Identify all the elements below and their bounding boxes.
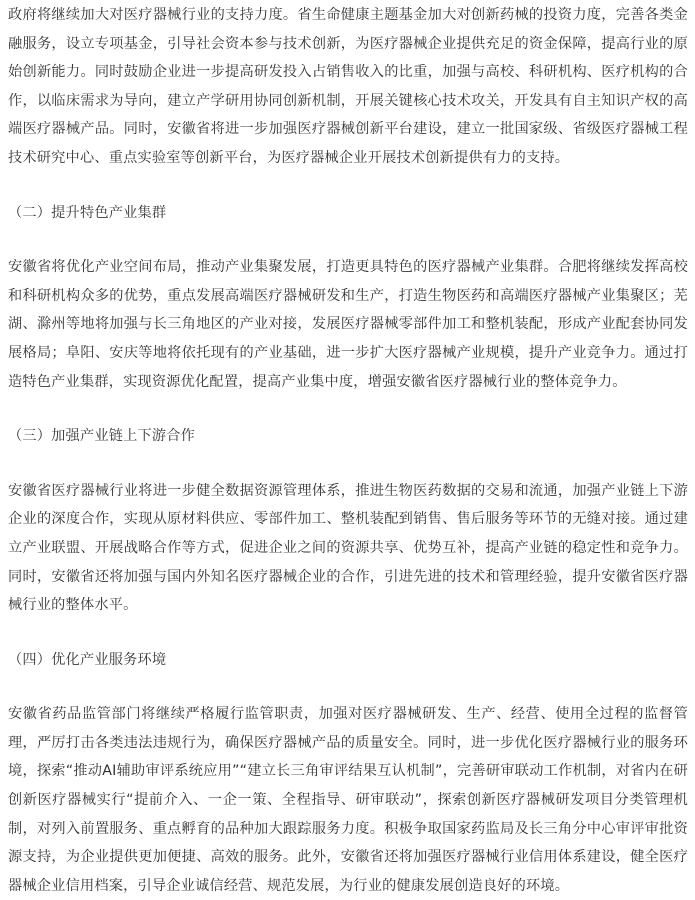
intro-paragraph: 政府将继续加大对医疗器械行业的支持力度。省生命健康主题基金加大对创新药械的投资力度，完善各类金融服务，设立专项基金，引导社会资本参与技术创新，为医疗器械企业提供充足的资金保障，提高行业的原始创新能力。同时鼓励企业进一步提高研发投入占销售收入的比重，加强与高校、科研机构、医疗机构的合作，以临床需求为导向，建立产学研用协同创新机制，开展关键核心技术攻关，开发具有自主知识产权的高端医疗器械产品。同时，安徽省将进一步加强医疗器械创新平台建设，建立一批国家级、省级医疗器械工程技术研究中心、重点实验室等创新平台，为医疗器械企业开展技术创新提供有力的支持。	[8, 7, 688, 166]
paragraph-spacer	[8, 396, 688, 422]
heading-spacer	[8, 674, 688, 700]
paragraph-spacer	[8, 173, 688, 199]
article-body	[8, 0, 688, 900]
heading-spacer	[8, 227, 688, 253]
paragraph-spacer	[8, 620, 688, 646]
section-heading-4: （四）优化产业服务环境	[8, 651, 167, 668]
heading-spacer	[8, 451, 688, 477]
section-paragraph-3: 安徽省医疗器械行业将进一步健全数据资源管理体系，推进生物医药数据的交易和流通，加强产业链上下游企业的深度合作，实现从原材料供应、零部件加工、整机装配到销售、售后服务等环节的无缝对接。通过建立产业联盟、开展战略合作等方式，促进企业之间的资源共享、优势互补，提高产业链的稳定性和竞争力。同时，安徽省还将加强与国内外知名医疗器械企业的合作，引进先进的技术和管理经验，提升安徽省医疗器械行业的整体水平。	[8, 482, 688, 614]
section-paragraph-4: 安徽省药品监管部门将继续严格履行监管职责，加强对医疗器械研发、生产、经营、使用全过程的监督管理，严厉打击各类违法违规行为，确保医疗器械产品的质量安全。同时，进一步优化医疗器械行业的服务环境，探索“推动AI辅助审评系统应用”“建立长三角审评结果互认机制”，完善研审联动工作机制，对省内在研创新医疗器械实行“提前介入、一企一策、全程指导、研审联动”，探索创新医疗器械研发项目分类管理机制，对列入前置服务、重点孵育的品种加大跟踪服务力度。积极争取国家药监局及长三角分中心审评审批资源支持，为企业提供更加便捷、高效的服务。此外，安徽省还将加强医疗器械行业信用体系建设，健全医疗器械企业信用档案，引导企业诚信经营、规范发展，为行业的健康发展创造良好的环境。	[8, 706, 688, 894]
section-paragraph-2: 安徽省将优化产业空间布局，推动产业集聚发展，打造更具特色的医疗器械产业集群。合肥将继续发挥高校和科研机构众多的优势，重点发展高端医疗器械研发和生产，打造生物医药和高端医疗器械产业集聚区；芜湖、滁州等地将加强与长三角地区的产业对接，发展医疗器械零部件加工和整机装配，形成产业配套协同发展格局；阜阳、安庆等地将依托现有的产业基础，进一步扩大医疗器械产业规模，提升产业竞争力。通过打造特色产业集群，实现资源优化配置，提高产业集中度，增强安徽省医疗器械行业的整体竞争力。	[8, 259, 688, 390]
section-heading-2: （二）提升特色产业集群	[8, 204, 167, 221]
section-heading-3: （三）加强产业链上下游合作	[8, 428, 196, 445]
